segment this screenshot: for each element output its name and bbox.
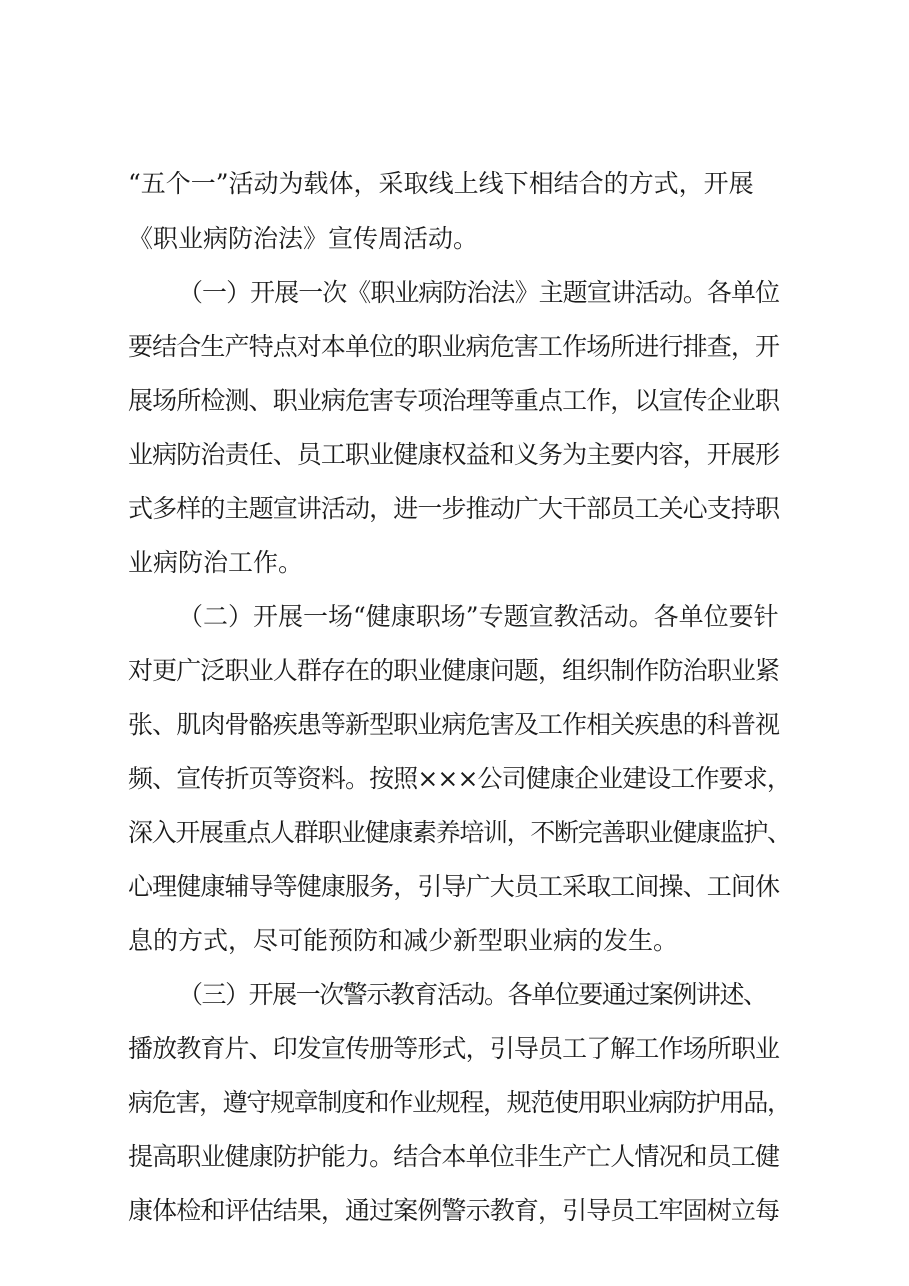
line-text: （一）开展一次《职业病防治法》主题宣讲活动。各单位	[178, 278, 780, 307]
text-line	[0, 971, 909, 1019]
text-line	[0, 647, 909, 695]
text-line	[0, 809, 909, 857]
text-line	[0, 917, 909, 965]
line-text: 频、宣传折页等资料。按照×××公司健康企业建设工作要求，	[128, 764, 791, 793]
line-text: 《职业病防治法》宣传周活动。	[128, 224, 479, 253]
text-line	[0, 215, 909, 263]
text-line	[0, 269, 909, 317]
line-text: 提高职业健康防护能力。结合本单位非生产亡人情况和员工健	[128, 1142, 780, 1171]
line-text: “五个一”活动为载体，采取线上线下相结合的方式，开展	[128, 169, 754, 198]
line-text: 心理健康辅导等健康服务，引导广大员工采取工间操、工间休	[128, 872, 780, 901]
line-text: 病危害，遵守规章制度和作业规程，规范使用职业病防护用品，	[128, 1088, 791, 1117]
text-line	[0, 593, 909, 641]
line-text: （三）开展一次警示教育活动。各单位要通过案例讲述、	[178, 980, 767, 1009]
text-line	[0, 863, 909, 911]
text-line	[0, 1025, 909, 1073]
text-line	[0, 701, 909, 749]
line-text: 张、肌肉骨骼疾患等新型职业病危害及工作相关疾患的科普视	[128, 710, 780, 739]
line-text: 业病防治责任、员工职业健康权益和义务为主要内容，开展形	[128, 440, 780, 469]
text-line	[0, 1133, 909, 1181]
text-line	[0, 755, 909, 803]
text-line	[0, 485, 909, 533]
text-line	[0, 431, 909, 479]
text-line	[0, 539, 909, 587]
text-line	[0, 1187, 909, 1235]
line-text: 业病防治工作。	[128, 548, 304, 577]
line-text: 息的方式，尽可能预防和减少新型职业病的发生。	[128, 926, 679, 955]
line-text: （二）开展一场“健康职场”专题宣教活动。各单位要针	[178, 602, 779, 631]
line-text: 式多样的主题宣讲活动，进一步推动广大干部员工关心支持职	[128, 494, 780, 523]
text-line	[0, 160, 909, 208]
line-text: 对更广泛职业人群存在的职业健康问题，组织制作防治职业紧	[128, 656, 780, 685]
text-line	[0, 1079, 909, 1127]
line-text: 深入开展重点人群职业健康素养培训，不断完善职业健康监护、	[128, 818, 791, 847]
line-text: 展场所检测、职业病危害专项治理等重点工作，以宣传企业职	[128, 386, 780, 415]
line-text: 康体检和评估结果，通过案例警示教育，引导员工牢固树立每	[128, 1196, 780, 1225]
text-line	[0, 377, 909, 425]
line-text: 播放教育片、印发宣传册等形式，引导员工了解工作场所职业	[128, 1034, 780, 1063]
text-line	[0, 323, 909, 371]
line-text: 要结合生产特点对本单位的职业病危害工作场所进行排查，开	[128, 332, 780, 361]
